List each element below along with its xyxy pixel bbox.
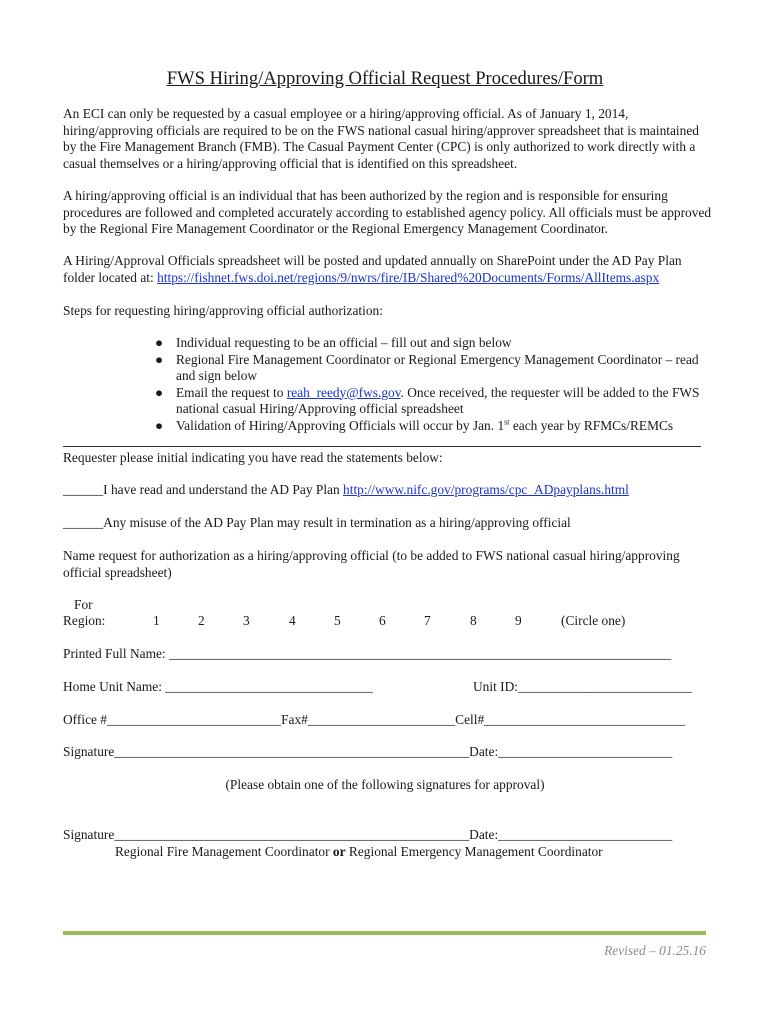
bullet-text: . Once received, the requester will be added to the FWS national casual Hiring/Approving official spreadsheet [176,384,700,416]
list-item [155,418,715,435]
intro-paragraph-3 [63,253,713,286]
page-title: FWS Hiring/Approving Official Request Procedures/Form [166,68,604,89]
requester-signature-field[interactable]: Signature_____________________________________________________Date:__________________________ [63,744,673,759]
footer-rule [63,931,706,935]
region-option-9[interactable]: 9 [515,613,522,628]
steps-heading: Steps for requesting hiring/approving official authorization: [63,303,383,318]
name-request-text: Name request for authorization as a hiring/approving official (to be added to FWS national casual hiring/approving official spreadsheet) [63,548,680,580]
for-label: For [74,597,93,612]
approver-signature-field[interactable]: Signature_____________________________________________________Date:__________________________ [63,827,673,842]
region-option-3[interactable]: 3 [243,613,250,628]
sharepoint-text: A Hiring/Approval Officials spreadsheet will be posted and updated annually on SharePoint under the AD Pay Plan folder located at: [63,253,682,285]
approval-note: (Please obtain one of the following signatures for approval) [225,777,545,792]
region-option-1[interactable]: 1 [153,613,160,628]
email-link[interactable]: reah_reedy@fws.gov [286,384,401,400]
unit-id-field[interactable]: Unit ID:__________________________ [473,679,693,694]
bullet-icon: ● [155,384,164,400]
list-item [155,335,715,352]
region-option-4[interactable]: 4 [289,613,296,628]
region-option-2[interactable]: 2 [198,613,205,628]
initial-line-1[interactable] [63,482,713,499]
coordinator-text: Regional Emergency Management Coordinator [345,844,603,859]
region-option-7[interactable]: 7 [424,613,431,628]
region-options [0,613,770,631]
steps-list [155,335,715,434]
bullet-icon: ● [155,335,164,350]
superscript: st [504,417,510,427]
initials-prompt: Requester please initial indicating you have read the statements below: [63,450,443,465]
bullet-text: Validation of Hiring/Approving Officials will occur by Jan. 1 [176,417,505,433]
list-item [155,352,715,385]
bullet-text: Email the request to [176,384,287,400]
section-divider [63,446,701,447]
region-option-8[interactable]: 8 [470,613,477,628]
region-label: Region: [63,613,106,628]
coordinator-caption [115,844,603,860]
bullet-text: Regional Fire Management Coordinator or Regional Emergency Management Coordinator – read and sign below [176,351,699,383]
bullet-icon: ● [155,417,164,433]
initial-line-2[interactable]: ______Any misuse of the AD Pay Plan may result in termination as a hiring/approving official [63,515,571,530]
coordinator-text: Regional Fire Management Coordinator [115,844,333,859]
coordinator-or: or [332,844,346,859]
region-option-5[interactable]: 5 [334,613,341,628]
sharepoint-link[interactable]: https://fishnet.fws.doi.net/regions/9/nwrs/fire/IB/Shared%20Documents/Forms/AllItems.aspx [157,269,660,285]
bullet-text: Individual requesting to be an official – fill out and sign below [176,335,512,350]
bullet-text: each year by RFMCs/REMCs [509,417,674,433]
ad-pay-plan-link[interactable]: http://www.nifc.gov/programs/cpc_ADpayplans.html [343,482,629,497]
home-unit-field[interactable]: Home Unit Name: _______________________________ [63,679,373,694]
phone-fields[interactable]: Office #__________________________Fax#______________________Cell#______________________________ [63,712,686,727]
list-item [155,385,715,418]
intro-paragraph-1: An ECI can only be requested by a casual employee or a hiring/approving official. As of January 1, 2014, hiring/approving officials are required to be on the FWS national casual hiring/approver spreadsheet that is maintained by the Fire Management Branch (FMB). The Casual Payment Center (CPC) is only authorized to work directly with a casual themselves or a hiring/approving official that is identified on this spreadsheet. [63,106,699,171]
printed-name-field[interactable]: Printed Full Name: ___________________________________________________________________________ [63,646,672,661]
initial-line-text: ______I have read and understand the AD Pay Plan [63,482,344,497]
circle-one-note: (Circle one) [561,613,626,628]
bullet-icon: ● [155,351,164,367]
region-option-6[interactable]: 6 [379,613,386,628]
intro-paragraph-2: A hiring/approving official is an individual that has been authorized by the region and is responsible for ensuring procedures are followed and completed accurately according to established agency policy. All officials must be approved by the Regional Fire Management Coordinator or the Regional Emergency Management Coordinator. [63,188,712,236]
revised-date: Revised – 01.25.16 [604,943,706,958]
